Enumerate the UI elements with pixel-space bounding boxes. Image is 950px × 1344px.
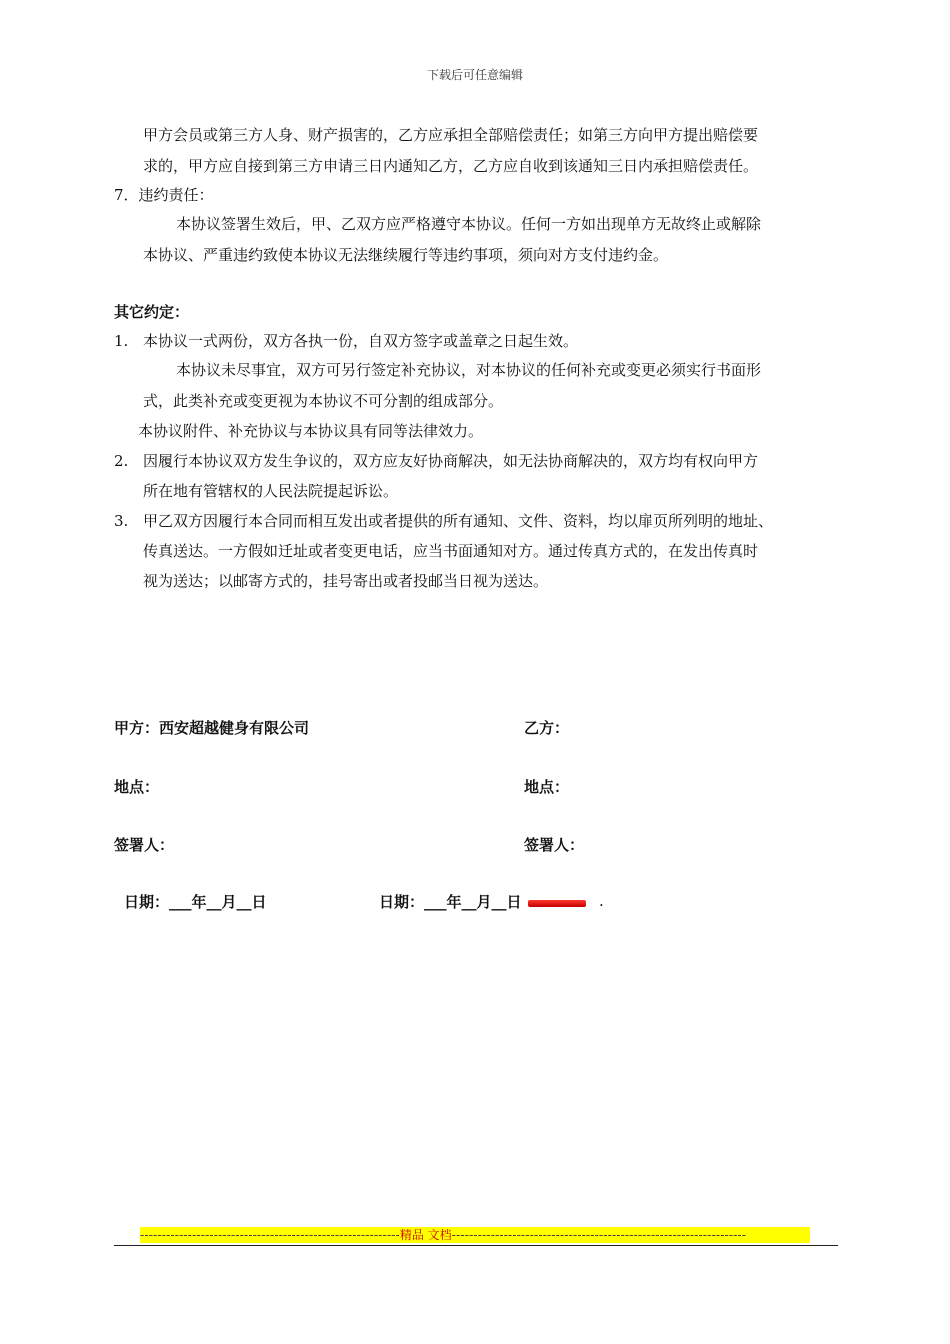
item1-line-2: 本协议未尽事宜，双方可另行签定补充协议，对本协议的任何补充或变更必须实行书面形 xyxy=(176,361,762,379)
footer-band xyxy=(140,1227,810,1243)
footer-label: 精品 文档 xyxy=(399,1228,452,1242)
date-b-label: 日期：___年__月__日 xyxy=(379,893,522,911)
date-a-label: 日期：___年__月__日 xyxy=(124,893,267,911)
item1-line-3: 式，此类补充或变更视为本协议不可分割的组成部分。 xyxy=(143,392,504,410)
place-b-label: 地点： xyxy=(524,778,570,796)
footer-dashes-right: -------------------------------------------------------------------- xyxy=(451,1228,747,1242)
item3-line-3: 视为送达；以邮寄方式的，挂号寄出或者投邮当日视为送达。 xyxy=(143,572,549,590)
other-terms-title: 其它约定： xyxy=(114,303,190,321)
item1-number: 1. xyxy=(114,332,129,350)
signer-a-label: 签署人： xyxy=(114,836,175,854)
footer-dashes-left: ------------------------------------------------------------ xyxy=(140,1228,400,1242)
item1-line-1: 本协议一式两份，双方各执一份，自双方签字或盖章之日起生效。 xyxy=(143,332,579,350)
place-a-label: 地点： xyxy=(114,778,160,796)
item3-line-2: 传真送达。一方假如迁址或者变更电话，应当书面通知对方。通过传真方式的，在发出传真时 xyxy=(143,542,759,560)
trailing-dot: . xyxy=(599,892,604,910)
item7-title: 7．违约责任： xyxy=(114,186,214,204)
footer-rule xyxy=(114,1245,838,1246)
item7-line-1: 本协议签署生效后，甲、乙双方应严格遵守本协议。任何一方如出现单方无故终止或解除 xyxy=(176,215,762,233)
liability-line-2: 求的，甲方应自接到第三方申请三日内通知乙方，乙方应自收到该通知三日内承担赔偿责任。 xyxy=(143,157,759,175)
item3-number: 3. xyxy=(114,512,129,530)
item2-line-1: 因履行本协议双方发生争议的，双方应友好协商解决，如无法协商解决的，双方均有权向甲方 xyxy=(143,452,759,470)
party-a-label: 甲方：西安超越健身有限公司 xyxy=(114,719,310,737)
party-b-label: 乙方： xyxy=(524,719,570,737)
item3-line-1: 甲乙双方因履行本合同而相互发出或者提供的所有通知、文件、资料，均以扉页所列明的地址、 xyxy=(143,512,774,530)
red-mark xyxy=(528,900,586,907)
signer-b-label: 签署人： xyxy=(524,836,585,854)
item1-line-4: 本协议附件、补充协议与本协议具有同等法律效力。 xyxy=(138,422,484,440)
header-note: 下载后可任意编辑 xyxy=(426,68,523,82)
liability-line-1: 甲方会员或第三方人身、财产损害的，乙方应承担全部赔偿责任；如第三方向甲方提出赔偿要 xyxy=(143,126,759,144)
item2-line-2: 所在地有管辖权的人民法院提起诉讼。 xyxy=(143,482,399,500)
item7-line-2: 本协议、严重违约致使本协议无法继续履行等违约事项，须向对方支付违约金。 xyxy=(143,246,669,264)
item2-number: 2. xyxy=(114,452,129,470)
